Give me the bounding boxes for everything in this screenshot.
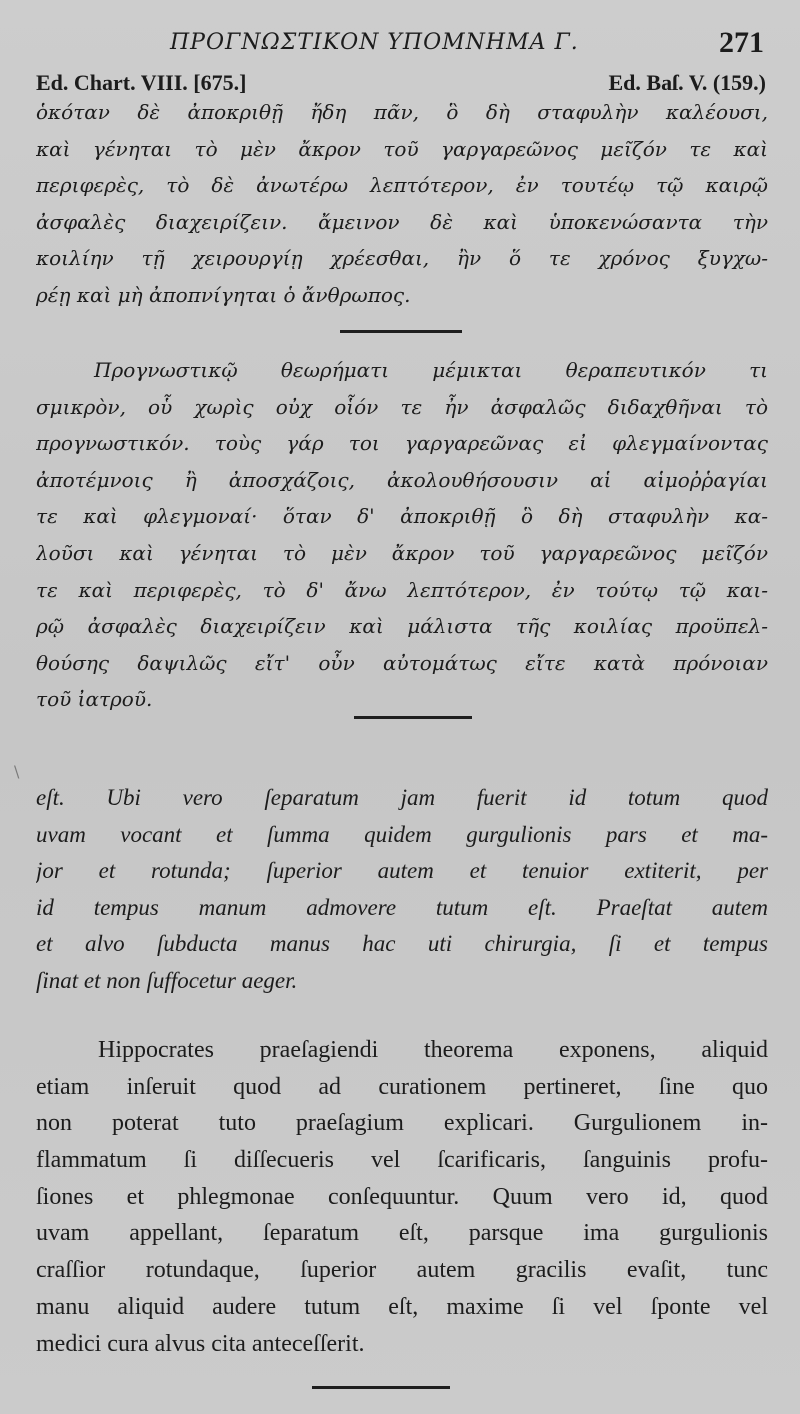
- latin-italic-line: uvam vocant et ſumma quidem gurgulionis pars et ma-: [36, 821, 768, 847]
- greek-line: ρέῃ καὶ μὴ ἀποπνίγηται ὁ ἄνθρωπος.: [36, 282, 411, 307]
- greek-line: καὶ γένηται τὸ μὲν ἄκρον τοῦ γαργαρεῶνος μεῖζόν τε καὶ: [36, 136, 768, 161]
- latin-line: non poterat tuto praeſagium explicari. Gurgulionem in-: [36, 1110, 768, 1137]
- running-title: ΠΡΟΓΝΩΣΤΙΚΟΝ ΥΠΟΜΝΗΜΑ Γ.: [170, 30, 579, 55]
- greek-text-block-2: [36, 352, 768, 718]
- greek-line: ἀσφαλὲς διαχειρίζειν. ἄμεινον δὲ καὶ ὑποκενώσαντα τὴν: [36, 209, 768, 234]
- latin-italic-line: id tempus manum admovere tutum eſt. Praeſtat autem: [36, 894, 768, 920]
- latin-line: ſiones et phlegmonae conſequuntur. Quum vero id, quod: [36, 1183, 768, 1210]
- greek-line: ὁκόταν δὲ ἀποκριθῇ ἤδη πᾶν, ὃ δὴ σταφυλὴν καλέουσι,: [36, 100, 768, 124]
- latin-italic-line: eſt. Ubi vero ſeparatum jam fuerit id totum quod: [36, 785, 768, 810]
- page-number: 271: [719, 26, 764, 59]
- running-head: [0, 28, 800, 68]
- greek-text-block-1: [36, 94, 768, 314]
- latin-commentary-block: [36, 1032, 768, 1362]
- greek-line: θούσης δαψιλῶς εἴτ' οὖν αὐτομάτως εἴτε κατὰ πρόνοιαν: [36, 650, 768, 675]
- greek-line: κοιλίην τῇ χειρουργίῃ χρέεσθαι, ἢν ὅ τε χρόνος ξυγχω-: [36, 246, 768, 271]
- section-rule: [354, 716, 472, 719]
- latin-line: uvam appellant, ſeparatum eſt, parsque ima gurgulionis: [36, 1220, 768, 1247]
- latin-italic-line: ſinat et non ſuffocetur aeger.: [36, 967, 298, 993]
- section-rule: [312, 1386, 450, 1389]
- greek-line: σμικρὸν, οὗ χωρὶς οὐχ οἷόν τε ἦν ἀσφαλῶς διδαχθῆναι τὸ: [36, 394, 768, 419]
- greek-line: λοῦσι καὶ γένηται τὸ μὲν ἄκρον τοῦ γαργαρεῶνος μεῖζόν: [36, 540, 768, 565]
- greek-line: ἀποτέμνοις ἢ ἀποσχάζοις, ἀκολουθήσουσιν αἱ αἱμοῤῥαγίαι: [36, 467, 768, 492]
- latin-line: flammatum ſi diſſecueris vel ſcarificaris, ſanguinis profu-: [36, 1147, 768, 1174]
- greek-line: τε καὶ περιφερὲς, τὸ δ' ἄνω λεπτότερον, ἐν τούτῳ τῷ και-: [36, 577, 768, 602]
- latin-line: medici cura alvus cita anteceſſerit.: [36, 1330, 365, 1357]
- greek-line: Προγνωστικῷ θεωρήματι μέμικται θεραπευτικόν τι: [94, 358, 768, 382]
- latin-line: manu aliquid audere tutum eſt, maxime ſi vel ſponte vel: [36, 1293, 768, 1320]
- edition-reference-basel: Ed. Baſ. V. (159.): [608, 70, 766, 95]
- latin-line: etiam inſeruit quod ad curationem pertineret, ſine quo: [36, 1073, 768, 1100]
- margin-mark: \: [14, 762, 20, 781]
- greek-line: περιφερὲς, τὸ δὲ ἀνωτέρω λεπτότερον, ἐν τουτέῳ τῷ καιρῷ: [36, 173, 768, 198]
- section-rule: [340, 330, 462, 333]
- latin-italic-line: et alvo ſubducta manus hac uti chirurgia, ſi et tempus: [36, 931, 768, 957]
- greek-line: τε καὶ φλεγμοναί· ὅταν δ' ἀποκριθῇ ὃ δὴ σταφυλὴν κα-: [36, 504, 768, 529]
- greek-line: τοῦ ἰατροῦ.: [36, 687, 153, 712]
- edition-reference-chart: Ed. Chart. VIII. [675.]: [36, 70, 247, 95]
- latin-italic-line: jor et rotunda; ſuperior autem et tenuior extiterit, per: [36, 858, 768, 884]
- latin-translation-block: [36, 780, 768, 1000]
- latin-line: craſſior rotundaque, ſuperior autem gracilis evaſit, tunc: [36, 1257, 768, 1284]
- greek-line: ρῷ ἀσφαλὲς διαχειρίζειν καὶ μάλιστα τῆς κοιλίας προϋπελ-: [36, 614, 768, 639]
- latin-line: Hippocrates praeſagiendi theorema exponens, aliquid: [98, 1037, 768, 1063]
- greek-line: προγνωστικόν. τοὺς γάρ τοι γαργαρεῶνας εἰ φλεγμαίνοντας: [36, 431, 768, 456]
